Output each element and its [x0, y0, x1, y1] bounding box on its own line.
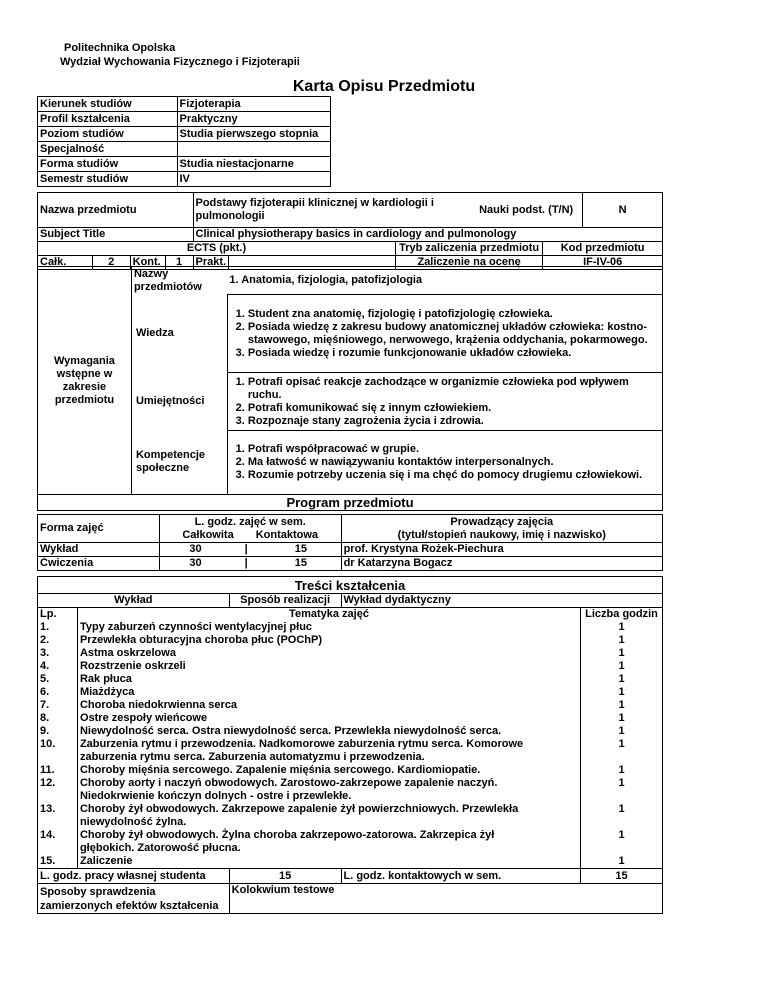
tresci-lp: 8. — [38, 712, 78, 725]
tresci-text: Choroby żył obwodowych. Żylna choroba zakrzepowo-zatorowa. Zakrzepica żył głębokich. Zatorowość płucna. — [77, 829, 580, 855]
program-forma: Ćwiczenia — [38, 557, 160, 571]
program-kont: 15 — [261, 543, 341, 557]
wiedza-item: 2. Posiada wiedzę z zakresu budowy anatomicznej układów człowieka: kostno-stawowego, mięśniowego, nerwowego, krążenia oddychania, pokarmowego. — [248, 321, 660, 347]
program-sep: | — [231, 543, 261, 557]
tresci-text: Rozstrzenie oskrzeli — [77, 660, 580, 673]
basic-label: Forma studiów — [38, 157, 178, 172]
tresci-row — [38, 634, 663, 647]
tresci-lp: 2. — [38, 634, 78, 647]
subject-title-en: Clinical physiotherapy basics in cardiology and pulmonology — [193, 228, 663, 242]
tresci-lp: 11. — [38, 764, 78, 777]
subject-title-label: Subject Title — [38, 228, 194, 242]
tresci-text: Rak płuca — [77, 673, 580, 686]
program-sep: | — [231, 557, 261, 571]
tresci-hours: 1 — [581, 777, 663, 803]
basic-label: Kierunek studiów — [38, 97, 178, 112]
prow-sub: (tytuł/stopień naukowy, imię i nazwisko) — [397, 528, 606, 541]
tresci-lp: 9. — [38, 725, 78, 738]
nauki-value: N — [583, 193, 663, 228]
basic-value: Studia pierwszego stopnia — [177, 127, 331, 142]
tresci-hours: 1 — [581, 673, 663, 686]
komp-item: 3. Rozumie potrzeby uczenia się i ma chęć do pomocy drugiemu człowiekowi. — [248, 469, 660, 482]
tresci-hours: 1 — [581, 764, 663, 777]
tresci-row — [38, 855, 663, 869]
komp-list — [230, 443, 660, 482]
tryb-value: Zaliczenie na ocenę — [395, 256, 542, 270]
tresci-row — [38, 764, 663, 777]
kod-value: IF-IV-06 — [543, 256, 663, 270]
basic-row — [38, 172, 331, 187]
program-row — [38, 557, 663, 571]
tresci-hours: 1 — [581, 712, 663, 725]
prow-label: Prowadzący zajęcia — [450, 515, 554, 528]
umiej-item: 3. Rozpoznaje stany zagrożenia życia i zdrowia. — [248, 415, 660, 428]
tresci-text: Niewydolność serca. Ostra niewydolność serca. Przewlekła niewydolność serca. — [77, 725, 580, 738]
godz-label: L. godz. zajęć w sem. — [194, 515, 306, 528]
sposob-value: Wykład dydaktyczny — [341, 594, 663, 608]
program-calk: 30 — [159, 557, 231, 571]
tresci-row — [38, 660, 663, 673]
ects-label: ECTS (pkt.) — [38, 242, 396, 256]
basic-row — [38, 112, 331, 127]
tresci-title: Treści kształcenia — [38, 577, 663, 594]
tresci-hours: 1 — [581, 647, 663, 660]
tresci-row — [38, 725, 663, 738]
tresci-text: Ostre zespoły wieńcowe — [77, 712, 580, 725]
kont-value: 1 — [165, 256, 193, 270]
tresci-lp: 15. — [38, 855, 78, 869]
subject-name-label: Nazwa przedmiotu — [38, 193, 194, 228]
basic-value: Fizjoterapia — [177, 97, 331, 112]
tryb-label: Tryb zaliczenia przedmiotu — [395, 242, 542, 256]
kont-label: Kont. — [130, 256, 165, 270]
umiej-item: 1. Potrafi opisać reakcje zachodzące w organizmie człowieka pod wpływem ruchu. — [248, 376, 660, 402]
basic-row — [38, 97, 331, 112]
calk-col-label: Całkowita — [182, 528, 234, 541]
basic-label: Profil kształcenia — [38, 112, 178, 127]
basic-row — [38, 127, 331, 142]
tresci-text: Astma oskrzelowa — [77, 647, 580, 660]
tresci-text: Choroba niedokrwienna serca — [77, 699, 580, 712]
requirements-label: Wymagania wstępne w zakresie przedmiotu — [38, 267, 132, 495]
komp-label: Kompetencje społeczne — [131, 431, 227, 495]
tresci-text: Choroby aorty i naczyń obwodowych. Zarostowo-zakrzepowe zapalenie naczyń. Niedokrwienie kończyn dolnych - ostre i przewlekłe. — [77, 777, 580, 803]
tresci-text: Miażdżyca — [77, 686, 580, 699]
basic-label: Specjalność — [38, 142, 178, 157]
tresci-hours: 1 — [581, 634, 663, 647]
wiedza-list — [230, 308, 660, 360]
tresci-row — [38, 803, 663, 829]
basic-row — [38, 157, 331, 172]
tresci-lp: 13. — [38, 803, 78, 829]
wiedza-item: 1. Student zna anatomię, fizjologię i patofizjologię człowieka. — [248, 308, 660, 321]
tresci-lp: 4. — [38, 660, 78, 673]
basic-value: Praktyczny — [177, 112, 331, 127]
basic-info-table — [37, 96, 331, 187]
tresci-text: Zaburzenia rytmu i przewodzenia. Nadkomorowe zaburzenia rytmu serca. Komorowe zaburzenia rytmu serca. Zaburzenia automatyzmu i przewodzenia. — [77, 738, 580, 764]
komp-item: 2. Ma łatwość w nawiązywaniu kontaktów interpersonalnych. — [248, 456, 660, 469]
komp-item: 1. Potrafi współpracować w grupie. — [248, 443, 660, 456]
program-kont: 15 — [261, 557, 341, 571]
tresci-lp: 14. — [38, 829, 78, 855]
kod-label: Kod przedmiotu — [543, 242, 663, 256]
nazwy-label: Nazwy przedmiotów — [131, 267, 227, 295]
tresci-form: Wykład — [38, 594, 230, 608]
tresci-hours: 1 — [581, 660, 663, 673]
tresci-hours: 1 — [581, 738, 663, 764]
prakt-label: Prakt. — [193, 256, 229, 270]
university-name: Politechnika Opolska — [64, 42, 176, 54]
subject-name: Podstawy fizjoterapii klinicznej w kardiologii i pulmonologii — [193, 193, 470, 228]
kontakt-value: 15 — [581, 869, 663, 884]
lp-label: Lp. — [38, 608, 78, 622]
tresci-row — [38, 673, 663, 686]
tresci-lp: 1. — [38, 621, 78, 634]
page-title: Karta Opisu Przedmiotu — [292, 78, 476, 95]
tresci-lp: 7. — [38, 699, 78, 712]
tresci-row — [38, 686, 663, 699]
umiej-label: Umiejętności — [131, 373, 227, 431]
program-calk: 30 — [159, 543, 231, 557]
basic-value — [177, 142, 331, 157]
sposob-label: Sposób realizacji — [229, 594, 341, 608]
basic-row — [38, 142, 331, 157]
tresci-row — [38, 621, 663, 634]
umiej-item: 2. Potrafi komunikować się z innym człowiekiem. — [248, 402, 660, 415]
tresci-hours: 1 — [581, 855, 663, 869]
program-title: Program przedmiotu — [38, 495, 663, 511]
forma-label: Forma zajęć — [38, 515, 160, 543]
tresci-row — [38, 647, 663, 660]
faculty-name: Wydział Wychowania Fizycznego i Fizjoterapii — [60, 56, 300, 68]
kont-col-label: Kontaktowa — [255, 528, 319, 541]
tresci-row — [38, 699, 663, 712]
tresci-hours: 1 — [581, 621, 663, 634]
tresci-text: Przewlekła obturacyjna choroba płuc (POChP) — [77, 634, 580, 647]
sposoby-value: Kolokwium testowe — [229, 884, 662, 914]
tresci-row — [38, 738, 663, 764]
wiedza-item: 3. Posiada wiedzę i rozumie funkcjonowanie układów człowieka. — [248, 347, 660, 360]
tresci-hours: 1 — [581, 686, 663, 699]
program-table — [37, 514, 663, 571]
tresci-text: Choroby mięśnia sercowego. Zapalenie mięśnia sercowego. Kardiomiopatie. — [77, 764, 580, 777]
tresci-row — [38, 777, 663, 803]
wlasna-value: 15 — [229, 869, 341, 884]
tresci-hours: 1 — [581, 699, 663, 712]
program-forma: Wykład — [38, 543, 160, 557]
program-prow: prof. Krystyna Rożek-Piechura — [341, 543, 662, 557]
tresci-lp: 12. — [38, 777, 78, 803]
basic-label: Semestr studiów — [38, 172, 178, 187]
tresci-text: Choroby żył obwodowych. Zakrzepowe zapalenie żył powierzchniowych. Przewlekła niewydolność żylna. — [77, 803, 580, 829]
nauki-label: Nauki podst. (T/N) — [470, 193, 583, 228]
tresci-hours: 1 — [581, 803, 663, 829]
basic-value: Studia niestacjonarne — [177, 157, 331, 172]
calk-label: Całk. — [38, 256, 93, 270]
basic-value: IV — [177, 172, 331, 187]
program-prow: dr Katarzyna Bogacz — [341, 557, 662, 571]
wlasna-label: L. godz. pracy własnej studenta — [38, 869, 230, 884]
tresci-hours: 1 — [581, 829, 663, 855]
tresci-text: Typy zaburzeń czynności wentylacyjnej płuc — [77, 621, 580, 634]
umiej-list — [230, 376, 660, 428]
wiedza-label: Wiedza — [131, 295, 227, 373]
subject-table — [37, 192, 663, 270]
tresci-lp: 10. — [38, 738, 78, 764]
requirements-table — [37, 266, 663, 511]
tresci-lp: 3. — [38, 647, 78, 660]
godz-col-label: Liczba godzin — [581, 608, 663, 622]
tresci-row — [38, 829, 663, 855]
kontakt-label: L. godz. kontaktowych w sem. — [341, 869, 581, 884]
tresci-text: Zaliczenie — [77, 855, 580, 869]
tresci-hours: 1 — [581, 725, 663, 738]
tresci-table — [37, 576, 663, 914]
program-row — [38, 543, 663, 557]
tematyka-label: Tematyka zajęć — [77, 608, 580, 622]
sposoby-label: Sposoby sprawdzenia zamierzonych efektów kształcenia — [38, 884, 230, 914]
calk-value: 2 — [92, 256, 130, 270]
tresci-lp: 6. — [38, 686, 78, 699]
tresci-lp: 5. — [38, 673, 78, 686]
nazwy-value: 1. Anatomia, fizjologia, patofizjologia — [227, 267, 662, 295]
tresci-row — [38, 712, 663, 725]
basic-label: Poziom studiów — [38, 127, 178, 142]
